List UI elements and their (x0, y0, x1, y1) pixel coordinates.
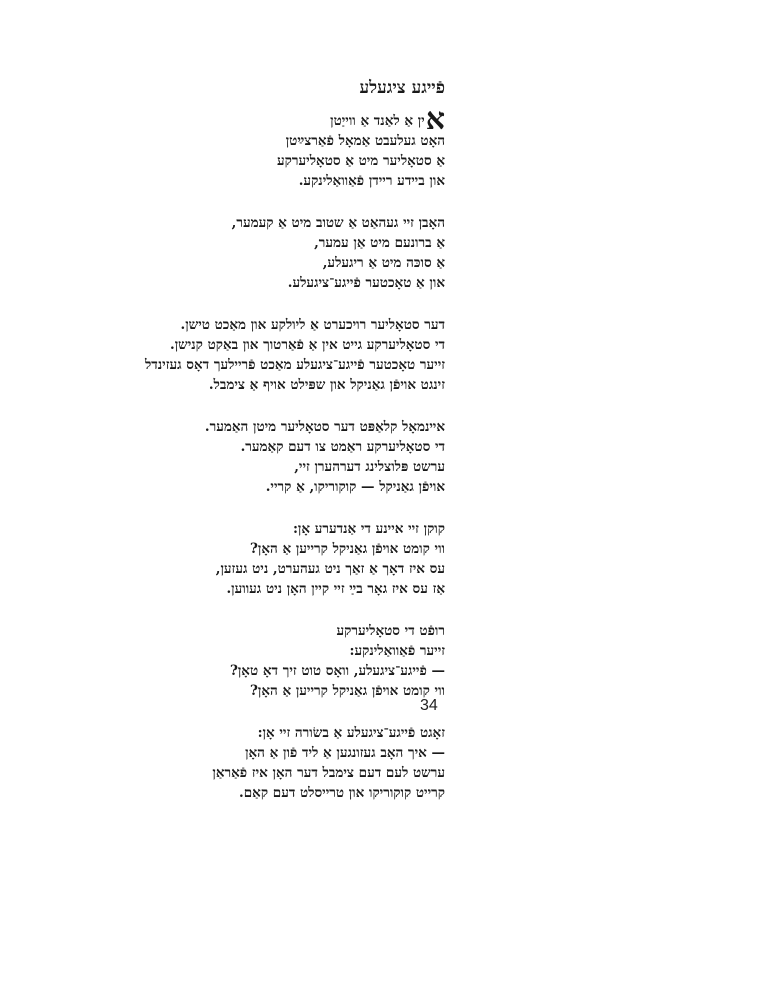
page-number: 34 (420, 697, 438, 714)
stanza-3 (15, 315, 445, 395)
poem-line: אַז עס איז גאָר בײַ זיי קיין האָן ניט געווען. (226, 581, 445, 597)
poem-line: און בײדע ריידן פֿאַוואַלינקע. (298, 173, 445, 189)
stanza-6 (15, 621, 445, 701)
poem-line: האָבן זיי געהאַט אַ שטוב מיט אַ קעמער, (231, 215, 445, 231)
stanza-7 (15, 723, 445, 803)
poem-line: — איך האָב געזונגען אַ ליד פֿון אַ האָן (245, 745, 445, 761)
poem-body (15, 102, 445, 825)
stanza-1 (15, 102, 445, 191)
poem-line: רופֿט די סטאָליערקע (336, 623, 445, 639)
poem-line-first-rest: ין אַ לאַנד אַ ווייַטן (330, 113, 425, 129)
poem-line: אויפֿן גאַניקל — קוקוריקו, אַ קריי. (265, 479, 445, 495)
poem-line: אַ סטאָליער מיט אַ סטאָליערקע (277, 153, 445, 169)
poem-line: זייער פֿאַוואַלינקע: (349, 643, 445, 659)
poem-line: די סטאָליערקע גייט אין אַ פֿאַרטוך און באַקט קנישן. (170, 337, 445, 353)
poem-line: זינגט אויפֿן גאַניקל און שפּילט אויף אַ צימבל. (208, 377, 445, 393)
poem-line: די סטאָליערקע ראַמט צו דעם קאַמער. (240, 439, 445, 455)
poem-line: זייער טאָכטער פֿייגע־ציגעלע מאַכט פֿריילעך דאָס געזינדל (144, 357, 445, 373)
poem-line: ערשט פּלוצלינג דערהערן זיי, (294, 459, 445, 475)
poem-line: ווי קומט אויפֿן גאַניקל קרייען אַ האָן? (250, 541, 445, 557)
poem-line: קרייט קוקוריקו און טרייסלט דעם קאַם. (239, 785, 445, 801)
poem-line: האָט געלעבט אַמאָל פֿאַרצײַטן (285, 133, 445, 149)
poem-line: ווי קומט אויפֿן גאַניקל קרייען אַ האָן? (250, 683, 445, 699)
poem-line: ערשט לעם דעם צימבל דער האָן איז פֿאַראַן (212, 765, 445, 781)
poem-line: אַ סוכּה מיט אַ ריגעלע, (322, 255, 445, 271)
poem-line: און אַ טאָכטער פֿייגע־ציגעלע. (287, 275, 445, 291)
drop-cap-letter: א (425, 102, 445, 137)
poem-line: קוקן זיי איינע די אַנדערע אָן: (292, 521, 445, 537)
poem-line: אײנמאָל קלאַפּט דער סטאָליער מיטן האַמער. (204, 419, 445, 435)
stanza-2 (15, 213, 445, 293)
poem-line: זאָגט פֿייגע־ציגעלע אַ בשׂורה זיי אָן: (257, 725, 445, 741)
poem-line: — פֿייגע־ציגעלע, וואָס טוט זיך דאָ טאָן? (229, 663, 445, 679)
poem-line: עס איז דאָך אַ זאַך ניט געהערט, ניט געזען, (215, 561, 445, 577)
poem-line: דער סטאָליער רויכערט אַ ליולקע און מאַכט טישן. (180, 317, 445, 333)
poem-title: פֿייגע ציגעלע (359, 78, 445, 98)
poem-line: אַ ברונעם מיט אַן עמער, (314, 235, 445, 251)
poem-line-first (15, 102, 445, 137)
stanza-5 (15, 519, 445, 599)
stanza-4 (15, 417, 445, 497)
